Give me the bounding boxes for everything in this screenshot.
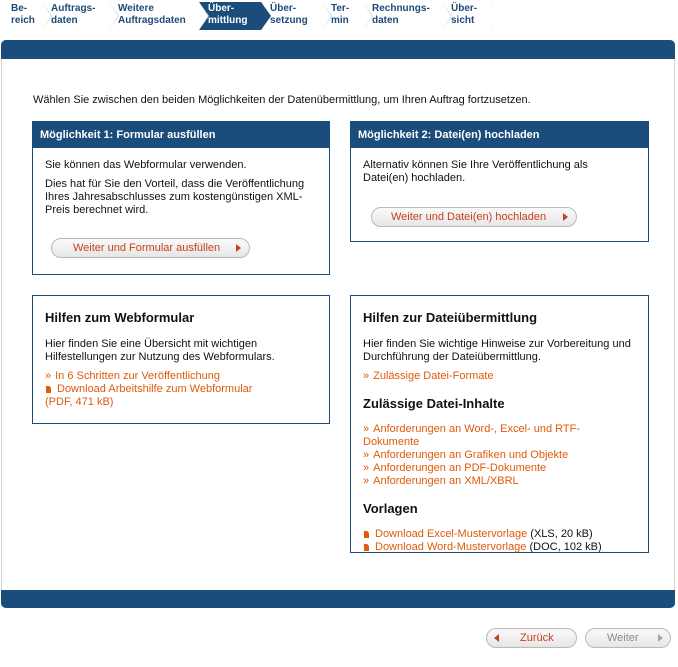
document-icon [364,544,369,551]
link-word-template[interactable]: Download Word-Mustervorlage [375,541,527,553]
panel-footer-bar [1,590,675,608]
arrow-left-icon [494,634,499,642]
help-upload-title: Hilfen zur Dateiübermittlung [363,310,538,325]
next-button[interactable]: Weiter [585,628,671,648]
step-bereich[interactable]: Be- reich [2,2,42,30]
step-uebersetzung[interactable]: Über- setzung [261,2,322,30]
option1-text1: Sie können das Webformular verwenden. [45,159,247,171]
webform-guide-size: (PDF, 471 kB) [45,396,114,408]
continue-form-button[interactable]: Weiter und Formular ausfüllen [51,238,250,258]
excel-template-size: (XLS, 20 kB) [530,528,593,540]
link-req-graphics[interactable]: » Anforderungen an Grafiken und Objekte [363,449,569,461]
link-allowed-formats[interactable]: » Zulässige Datei-Formate [363,370,494,382]
step-uebersicht[interactable]: Über- sicht [442,2,492,30]
step-weitere-auftragsdaten[interactable]: Weitere Auftragsdaten [109,2,199,30]
progress-steps [2,2,492,30]
back-button[interactable]: Zurück [486,628,577,648]
option2-box [350,121,649,242]
word-template-size: (DOC, 102 kB) [529,541,602,553]
option2-title: Möglichkeit 2: Datei(en) hochladen [351,122,648,148]
option1-title: Möglichkeit 1: Formular ausfüllen [33,122,329,148]
arrow-right-icon [658,634,663,642]
help-webform-text: Hier finden Sie eine Übersicht mit wichtigen Hilfestellungen zur Nutzung des Webformulars. [45,338,275,363]
option1-text2: Dies hat für Sie den Vorteil, dass die Veröffentlichung Ihres Jahresabschlusses zum kostengünstigen XML-Preis berechnet wird. [45,178,305,216]
allowed-contents-title: Zulässige Datei-Inhalte [363,396,505,411]
step-auftragsdaten[interactable]: Auftrags- daten [42,2,109,30]
link-download-webform-guide[interactable]: Download Arbeitshilfe zum Webformular [45,383,317,396]
panel-header-bar [1,40,675,59]
continue-upload-button[interactable]: Weiter und Datei(en) hochladen [371,207,577,227]
arrow-right-icon [563,213,568,221]
help-upload-box [350,295,649,553]
link-req-xml-xbrl[interactable]: » Anforderungen an XML/XBRL [363,475,519,487]
link-6-steps[interactable]: » In 6 Schritten zur Veröffentlichung [45,370,221,382]
help-webform-box [32,295,330,424]
option2-text1: Alternativ können Sie Ihre Veröffentlichung als Datei(en) hochladen. [363,159,588,184]
step-rechnungsdaten[interactable]: Rechnungs- daten [363,2,442,30]
help-webform-title: Hilfen zum Webformular [45,310,195,325]
link-req-pdf[interactable]: » Anforderungen an PDF-Dokumente [363,462,547,474]
arrow-right-icon [236,244,241,252]
document-icon [364,531,369,538]
help-upload-text: Hier finden Sie wichtige Hinweise zur Vorbereitung und Durchführung der Dateiübermittlung. [363,338,631,363]
link-excel-template[interactable]: Download Excel-Mustervorlage [375,528,528,540]
templates-title: Vorlagen [363,501,418,516]
link-req-word-excel-rtf[interactable]: » Anforderungen an Word-, Excel- und RTF-Dokumente [363,423,580,448]
intro-text: Wählen Sie zwischen den beiden Möglichkeiten der Datenübermittlung, um Ihren Auftrag fortzusetzen. [33,94,531,106]
step-uebermittlung[interactable]: Über- mittlung [199,2,261,30]
option1-box [32,121,330,275]
step-termin[interactable]: Ter- min [322,2,363,30]
document-icon [46,386,51,393]
